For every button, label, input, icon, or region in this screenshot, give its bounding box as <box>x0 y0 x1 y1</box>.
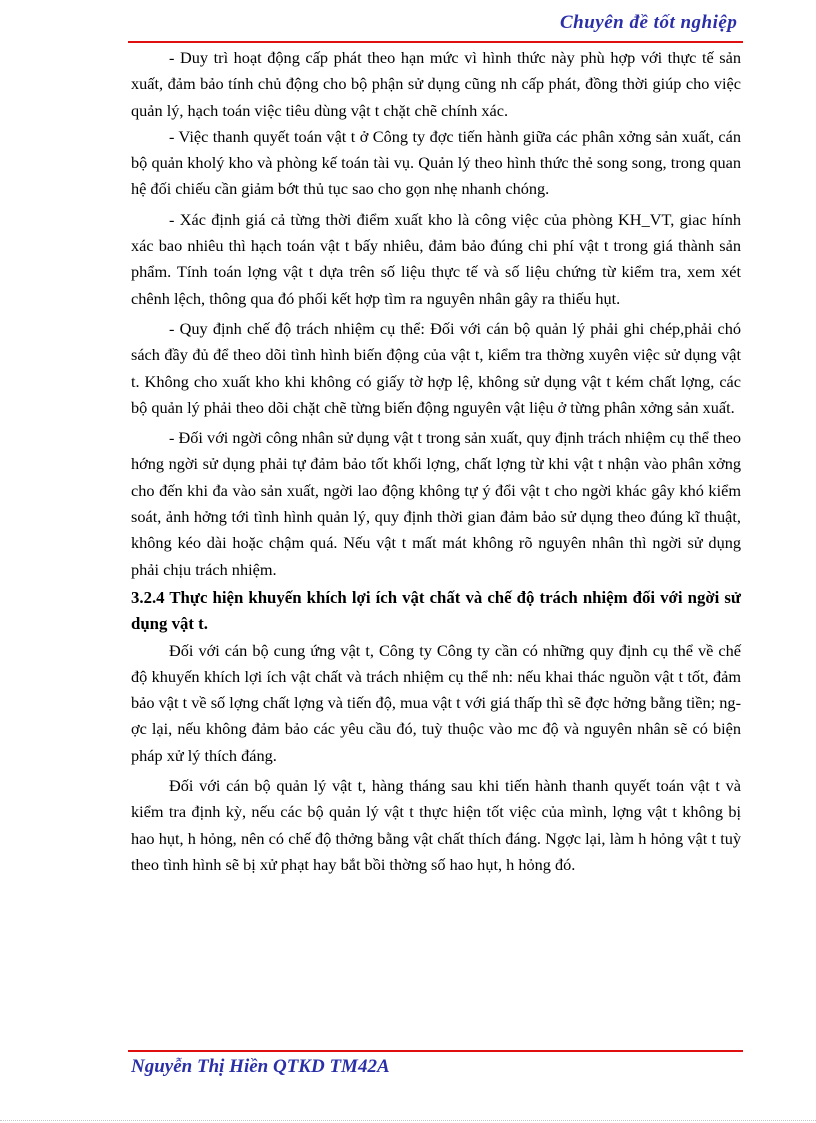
document-body <box>131 45 741 878</box>
body-paragraph: - Duy trì hoạt động cấp phát theo hạn mức vì hình thức này phù hợp với thực tế sản xuất, đảm bảo tính chủ động cho bộ phận sử dụng cũng nh cấp phát, đồng thời giúp cho việc quản lý, hạch toán việc tiêu dùng vật t chặt chẽ chính xác. <box>131 48 741 120</box>
body-paragraph: - Đối với ngời công nhân sử dụng vật t trong sản xuất, quy định trách nhiệm cụ thể theo hớng ngời sử dụng phải tự đảm bảo tốt khối lợng, chất lợng từ khi vật t nhận vào phân xởng cho đến khi đa vào sản xuất, ngời lao động không tự ý đổi vật t cho ngời khác gây khó kiểm soát, ảnh hởng tới tình hình quản lý, quy định thời gian đảm bảo sử dụng theo đúng kĩ thuật, không kéo dài hoặc chậm quá. Nếu vật t mất mát không rõ nguyên nhân thì ngời sử dụng phải chịu trách nhiệm. <box>131 428 741 579</box>
header-rule <box>128 41 743 43</box>
body-paragraph: - Xác định giá cả từng thời điểm xuất kho là công việc của phòng KH_VT, giac hính xác bao nhiêu thì hạch toán vật t bấy nhiêu, đảm bảo đúng chi phí vật t trong giá thành sản phẩm. Tính toán lợng vật t dựa trên số liệu thực tế và số liệu chứng từ kiểm tra, xem xét chênh lệch, thông qua đó phối kết hợp tìm ra nguyên nhân gây ra thiếu hụt. <box>131 209 741 308</box>
running-header-title: Chuyên đề tốt nghiệp <box>560 12 738 33</box>
body-paragraph: - Quy định chế độ trách nhiệm cụ thể: Đối với cán bộ quản lý phải ghi chép,phải chó sách đầy đủ để theo dõi tình hình biến động của vật t, kiểm tra thờng xuyên việc sử dụng vật t. Không cho xuất kho khi không có giấy tờ hợp lệ, không sử dụng vật t kém chất lợng, các bộ quản lý phải theo dõi chặt chẽ từng biến động nguyên vật liệu ở từng phân xởng sản xuất. <box>131 318 741 417</box>
page-edge-divider <box>0 1120 816 1121</box>
body-paragraph: - Việc thanh quyết toán vật t ở Công ty đợc tiến hành giữa các phân xởng sản xuất, cán bộ quản kholý kho và phòng kế toán tài vụ. Quản lý theo hình thức thẻ song song, trong quan hệ đối chiếu cần giảm bớt thủ tục sao cho gọn nhẹ nhanh chóng. <box>131 126 741 199</box>
section-heading: 3.2.4 Thực hiện khuyến khích lợi ích vật chất và chế độ trách nhiệm đối với ngời sử dụng vật t. <box>131 587 741 634</box>
body-paragraph: Đối với cán bộ quản lý vật t, hàng tháng sau khi tiến hành thanh quyết toán vật t và kiểm tra định kỳ, nếu các bộ quản lý vật t thực hiện tốt việc của mình, lợng vật t không bị hao hụt, h hỏng, nên có chế độ thởng bằng vật chất thích đáng. Ngợc lại, làm h hỏng vật t tuỳ theo tình hình sẽ bị xử phạt hay bắt bồi thờng số hao hụt, h hỏng đó. <box>131 776 741 874</box>
body-paragraph: Đối với cán bộ cung ứng vật t, Công ty Công ty cần có những quy định cụ thể về chế độ khuyến khích lợi ích vật chất và trách nhiệm cụ thể nh: nếu khai thác nguồn vật t tốt, đảm bảo vật t về số lợng chất lợng và tiến độ, mua vật t với giá thấp thì sẽ đợc hởng bằng tiền; ngợc lại, nếu không đảm bảo các yêu cầu đó, tuỳ thuộc vào mc độ và nguyên nhân sẽ có biện pháp xử lý thích đáng. <box>131 640 741 765</box>
footer-author: Nguyễn Thị Hiền QTKD TM42A <box>131 1056 390 1077</box>
footer-rule <box>128 1050 743 1052</box>
